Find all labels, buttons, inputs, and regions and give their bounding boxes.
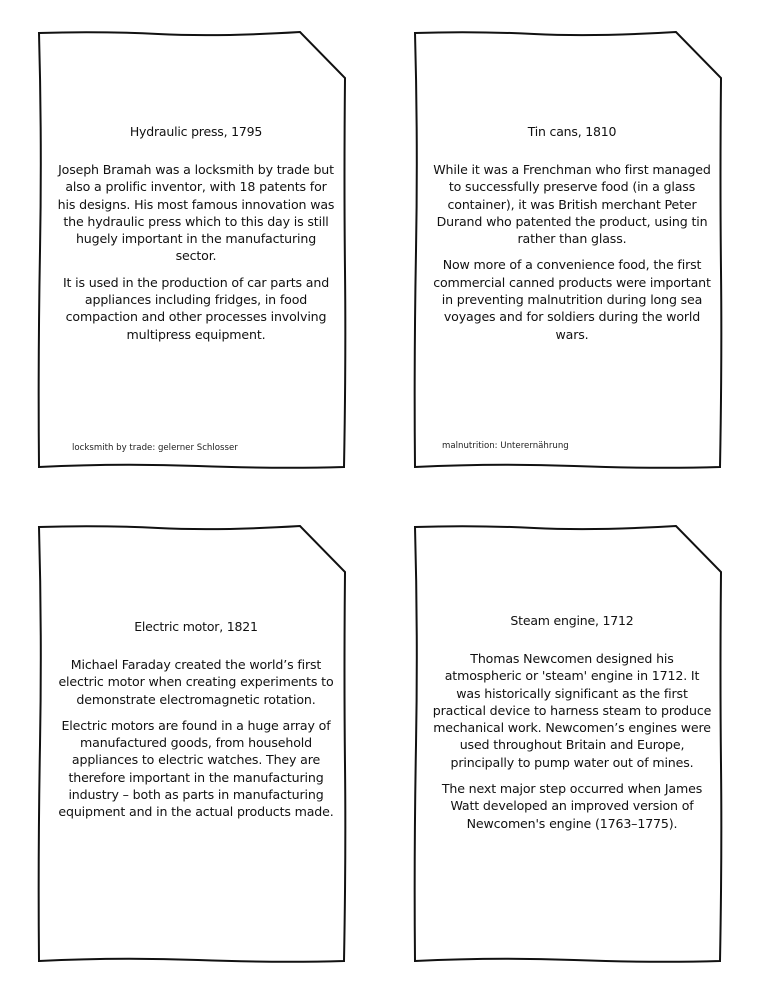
card-electric-motor [38, 525, 354, 965]
card-paragraph: Thomas Newcomen designed his atmospheric or 'steam' engine in 1712. It was historically significant as the first practical device to harness steam to produce mechanical work. Newcomen’s engines were used throughout Britain and Europe, principally to pump water out of mines. [432, 651, 712, 770]
card-title: Steam engine, 1712 [510, 613, 634, 628]
vocab-note: malnutrition: Unterernährung [442, 441, 569, 451]
card-paragraph: Joseph Bramah was a locksmith by trade but also a prolific inventor, with 18 patents for his designs. His most famous innovation was the hydraulic press which to this day is still hugely important in the manufacturing sector. [57, 162, 335, 264]
card-hydraulic-press [38, 31, 354, 471]
card-paragraph: It is used in the production of car parts and appliances including fridges, in food compaction and other processes involving multipress equipment. [62, 274, 330, 342]
card-title: Tin cans, 1810 [527, 124, 617, 139]
card-paragraph: Now more of a convenience food, the first commercial canned products were important in preventing malnutrition during long sea voyages and for soldiers during the world wars. [433, 257, 711, 342]
card-paragraph: While it was a Frenchman who first managed to successfully preserve food (in a glass container), it was British merchant Peter Durand who patented the product, using tin rather than glass. [433, 162, 711, 247]
card-title: Hydraulic press, 1795 [129, 124, 263, 139]
vocab-note: locksmith by trade: gelerner Schlosser [72, 443, 238, 453]
card-title: Electric motor, 1821 [134, 619, 258, 634]
card-paragraph: The next major step occurred when James Watt developed an improved version of Newcomen's engine (1763–1775). [441, 781, 703, 831]
card-tin-cans [414, 31, 730, 471]
card-paragraph: Michael Faraday created the world’s first electric motor when creating experiments to demonstrate electromagnetic rotation. [58, 657, 334, 707]
card-paragraph: Electric motors are found in a huge array of manufactured goods, from household appliances to electric watches. They are therefore important in the manufacturing industry – both as parts in manufacturing equipment and in the actual products made. [58, 717, 334, 820]
card-steam-engine [414, 525, 730, 965]
